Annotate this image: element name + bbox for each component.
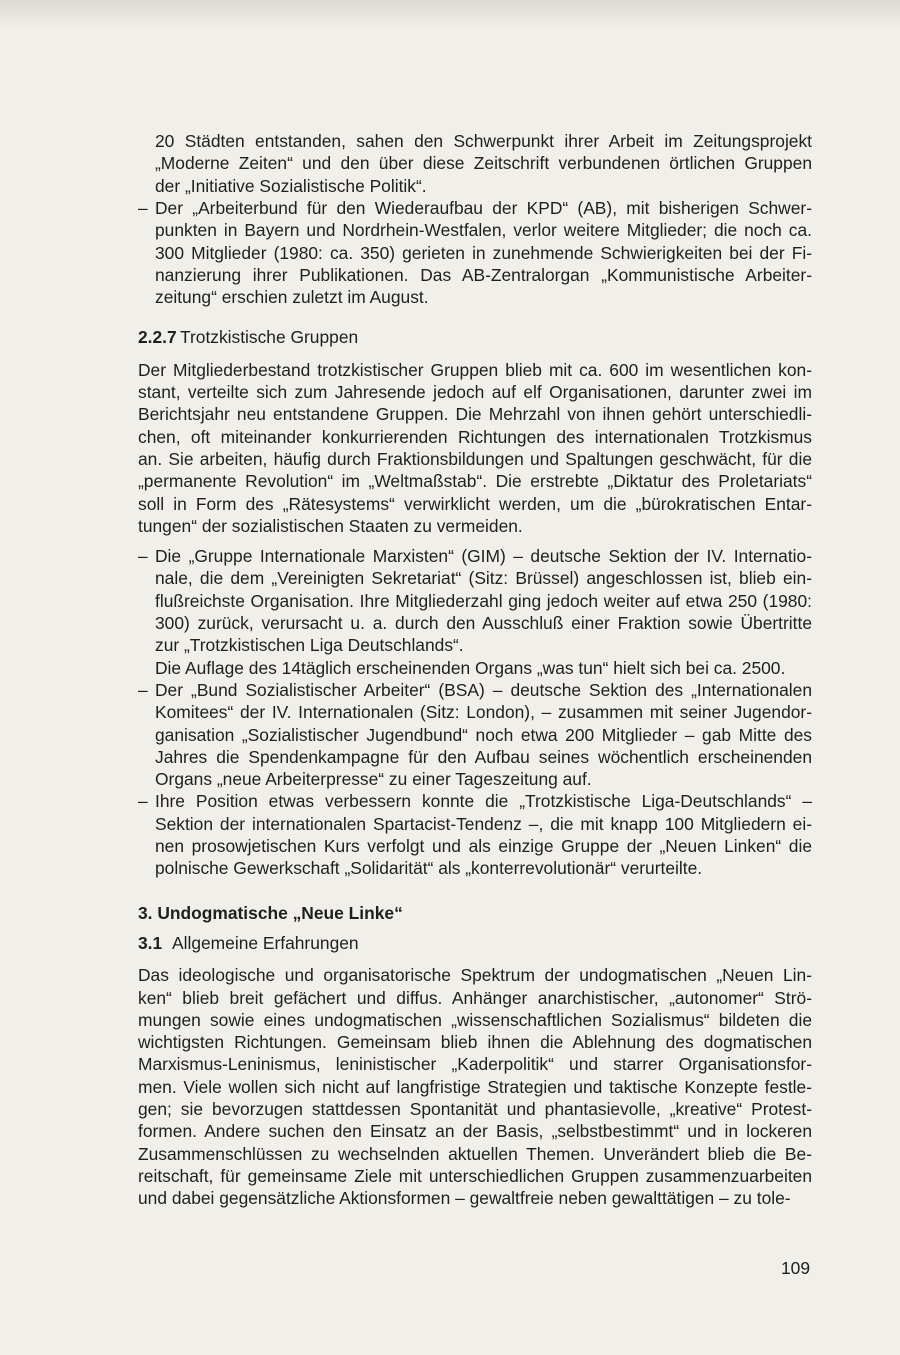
chapter-heading: 3. Undogmatische „Neue Linke“: [138, 902, 403, 923]
text-line: nanzierung ihrer Publikationen. Das AB-Zentralorgan „Kommunistische Arbeiter-: [155, 264, 812, 285]
text-line: Der „Arbeiterbund für den Wiederaufbau der KPD“ (AB), mit bisherigen Schwer-: [155, 197, 812, 218]
section-title: Trotzkistische Gruppen: [180, 327, 359, 348]
text-line: nen prosowjetischen Kurs verfolgt und als einzige Gruppe der „Neuen Linken“ die: [155, 836, 812, 856]
text-line: ken“ blieb breit gefächert und diffus. Anhänger anarchistischer, „autonomer“ Strö-: [138, 987, 812, 1008]
text-line: Die „Gruppe Internationale Marxisten“ (GIM) – deutsche Sektion der IV. Internatio-: [155, 546, 812, 567]
text-line: und dabei gegensätzliche Aktionsformen – gewaltfreie neben gewalttätigen – zu tole-: [138, 1188, 791, 1209]
list-bullet-dash: –: [138, 679, 148, 700]
text-line: Ihre Position etwas verbessern konnte die „Trotzkistische Liga-Deutschlands“ –: [155, 791, 812, 812]
text-line: 20 Städten entstanden, sahen den Schwerpunkt ihrer Arbeit im Zeitungsprojekt: [155, 131, 812, 151]
text-line: Zusammenschlüssen zu wechselnden aktuellen Themen. Unverändert blieb die Be-: [138, 1143, 812, 1164]
text-line: Marxismus-Leninismus, leninistischer „Kaderpolitik“ und starrer Organisationsfor-: [138, 1054, 812, 1075]
text-line: Der „Bund Sozialistischer Arbeiter“ (BSA) – deutsche Sektion des „Internationalen: [155, 679, 812, 700]
text-line: chen, oft miteinander konkurrierenden Richtungen des internationalen Trotzkismus: [138, 426, 812, 447]
text-line: ganisation „Sozialistischer Jugendbund“ noch etwa 200 Mitglieder – gab Mitte des: [155, 724, 812, 745]
text-line: an. Sie arbeiten, häufig durch Fraktionsbildungen und Spaltungen geschwächt, für die: [138, 448, 812, 469]
text-line: men. Viele wollen sich nicht auf langfristige Strategien und taktische Konzepte festle-: [138, 1076, 812, 1097]
text-line: der „Initiative Sozialistische Politik“.: [155, 175, 427, 196]
text-line: stant, verteilte sich zum Jahresende jedoch auf elf Organisationen, darunter zwei im: [138, 382, 812, 402]
section-number: 2.2.7: [138, 327, 177, 348]
text-line: Die Auflage des 14täglich erscheinenden Organs „was tun“ hielt sich bei ca. 2500.: [155, 657, 786, 678]
text-line: mungen sowie eines undogmatischen „wissenschaftlichen Sozialismus“ bildeten die: [138, 1009, 812, 1030]
text-line: „Moderne Zeiten“ und den über diese Zeitschrift verbundenen örtlichen Gruppen: [155, 153, 812, 174]
text-line: soll in Form des „Rätesystems“ verwirklicht werden, um die „bürokratischen Entar-: [138, 493, 812, 514]
text-line: nale, die dem „Vereinigten Sekretariat“ (Sitz: Brüssel) angeschlossen ist, blieb ein-: [155, 568, 812, 589]
text-line: punkten in Bayern und Nordrhein-Westfalen, verlor weitere Mitglieder; die noch ca.: [155, 220, 812, 241]
text-line: formen. Andere suchen den Einsatz an der Basis, „selbstbestimmt“ und in lockeren: [138, 1121, 812, 1142]
text-line: „permanente Revolution“ im „Weltmaßstab“. Die erstrebte „Diktatur des Proletariats“: [138, 471, 812, 492]
text-line: Organs „neue Arbeiterpresse“ zu einer Tageszeitung auf.: [155, 769, 592, 790]
subsection-number: 3.1: [138, 932, 163, 953]
page-number: 109: [781, 1258, 811, 1278]
list-bullet-dash: –: [138, 546, 148, 567]
text-line: wichtigsten Richtungen. Gemeinsam blieb ihnen die Ablehnung des dogmatischen: [138, 1032, 812, 1053]
text-line: tungen“ der sozialistischen Staaten zu vermeiden.: [138, 515, 523, 536]
text-line: Komitees“ der IV. Internationalen (Sitz: London), – zusammen mit seiner Jugendor-: [155, 702, 812, 723]
text-line: Berichtsjahr neu entstandene Gruppen. Die Mehrzahl von ihnen gehört unterschiedli-: [138, 404, 812, 425]
text-line: 300 Mitglieder (1980: ca. 350) gerieten in zunehmende Schwierigkeiten bei der Fi-: [155, 242, 812, 263]
text-line: Jahres die Spendenkampagne für den Aufbau seines wöchentlich erscheinenden: [155, 746, 812, 767]
subsection-title: Allgemeine Erfahrungen: [172, 932, 359, 953]
list-bullet-dash: –: [138, 197, 148, 218]
text-line: gen; sie bevorzugen stattdessen Spontanität und phantasievolle, „kreative“ Protest-: [138, 1099, 812, 1119]
text-line: Der Mitgliederbestand trotzkistischer Gruppen blieb mit ca. 600 im wesentlichen kon-: [138, 359, 812, 380]
text-line: flußreichste Organisation. Ihre Mitgliederzahl ging jedoch weiter auf etwa 250 (1980:: [155, 590, 812, 611]
text-line: polnische Gewerkschaft „Solidarität“ als „konterrevolutionär“ verurteilte.: [155, 858, 703, 879]
text-line: Das ideologische und organisatorische Spektrum der undogmatischen „Neuen Lin-: [138, 965, 812, 986]
text-line: 300) zurück, verursacht u. a. durch den Ausschluß einer Fraktion sowie Übertritte: [155, 613, 812, 633]
text-line: Sektion der internationalen Spartacist-Tendenz –, die mit knapp 100 Mitgliedern ei-: [155, 813, 812, 834]
text-line: zur „Trotzkistischen Liga Deutschlands“.: [155, 635, 464, 656]
list-bullet-dash: –: [138, 791, 148, 812]
text-line: zeitung“ erschien zuletzt im August.: [155, 287, 429, 308]
text-line: reitschaft, für gemeinsame Ziele mit unterschiedlichen Gruppen zusammenzuarbeiten: [138, 1165, 812, 1186]
